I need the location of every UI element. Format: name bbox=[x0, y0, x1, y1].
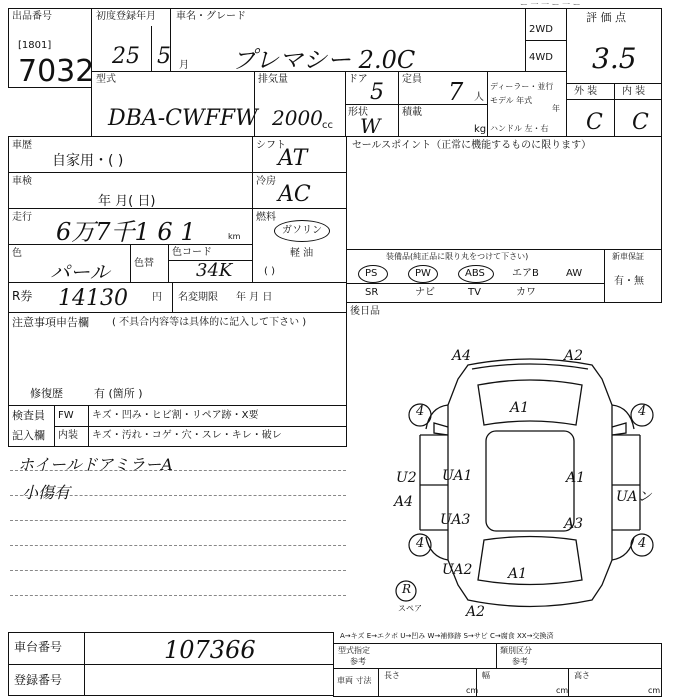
width-unit: cm bbox=[556, 686, 569, 695]
chassis-label: 車台番号 bbox=[14, 640, 63, 654]
inspector-row1-tag: FW bbox=[58, 410, 74, 421]
height-label: 高さ bbox=[574, 671, 590, 680]
car-diagram bbox=[380, 345, 680, 625]
class-label2: 参考 bbox=[512, 657, 528, 666]
equip-pw: PW bbox=[415, 268, 431, 279]
cap-unit: 人 bbox=[474, 92, 484, 103]
handle-label: ハンドル 左・右 bbox=[490, 124, 549, 133]
recycle-label: R券 bbox=[12, 289, 33, 303]
lot-number: 7032 bbox=[18, 54, 95, 89]
notes-label: 注意事項申告欄 bbox=[12, 316, 89, 329]
model-year-label: モデル 年式 bbox=[490, 96, 533, 105]
inspector-row1-text: キズ・凹み・ヒビ割・リペア跡・X要 bbox=[92, 410, 259, 421]
wheel-mark-rl: 4 bbox=[416, 536, 425, 551]
equip-tv: TV bbox=[468, 287, 481, 298]
color-value: パール bbox=[50, 260, 110, 284]
chassis-value: 107366 bbox=[164, 636, 256, 664]
score-label: 評 価 点 bbox=[586, 11, 626, 24]
equip-navi: ナビ bbox=[415, 287, 435, 298]
color-code-label: 色コード bbox=[172, 247, 212, 258]
equipment-label: 装備品(純正品に限り丸をつけて下さい) bbox=[386, 252, 529, 261]
load-label: 積載 bbox=[402, 107, 422, 118]
drive-2wd: 2WD bbox=[529, 24, 553, 35]
cap-value: 7 bbox=[448, 78, 464, 106]
history-value: 自家用・( ) bbox=[52, 153, 124, 169]
reg-year: 25 bbox=[112, 44, 140, 69]
lot-label: 出品番号 bbox=[12, 11, 52, 22]
equip-airbag: エアB bbox=[512, 268, 539, 279]
model-value: DBA-CWFFW bbox=[108, 106, 258, 131]
model-label: 型式 bbox=[96, 74, 116, 85]
inspector-label2: 記入欄 bbox=[12, 429, 45, 442]
handwritten-note1: ホイールドアミラーA bbox=[18, 455, 173, 474]
disp-value: 2000 bbox=[272, 106, 323, 130]
inspector-row2-text: キズ・汚れ・コゲ・穴・スレ・キレ・破レ bbox=[92, 430, 282, 441]
sales-point-box bbox=[346, 136, 662, 250]
history-label: 車歴 bbox=[12, 140, 32, 151]
recycle-unit: 円 bbox=[152, 292, 162, 303]
width-label: 幅 bbox=[482, 671, 490, 680]
reg-no-label: 登録番号 bbox=[14, 673, 63, 687]
drive-4wd: 4WD bbox=[529, 52, 553, 63]
spare-mark: R bbox=[402, 582, 412, 596]
equip-leather: カワ bbox=[516, 287, 536, 298]
shape-value: W bbox=[360, 114, 381, 138]
shift-value: AT bbox=[278, 146, 308, 171]
disp-unit: cc bbox=[322, 120, 333, 131]
ac-value: AC bbox=[278, 182, 311, 207]
name-value: プレマシー 2.0C bbox=[232, 46, 416, 74]
name-label: 車名・グレード bbox=[176, 11, 246, 22]
inspect-label: 車検 bbox=[12, 176, 32, 187]
ext-label: 外 装 bbox=[574, 86, 598, 97]
height-unit: cm bbox=[648, 686, 661, 695]
fuel-paren: ( ) bbox=[264, 266, 275, 277]
shape-label: 形状 bbox=[348, 107, 368, 118]
mark-a1-roof: A1 bbox=[510, 400, 530, 416]
diagram-legend: A→キズ E→エクボ U→凹み W→補修跡 S→サビ C→腐食 XX→交換済 bbox=[340, 632, 554, 640]
cap-label: 定員 bbox=[402, 74, 422, 85]
fuel-label: 燃料 bbox=[256, 212, 276, 223]
handwritten-note2: 小傷有 bbox=[22, 483, 71, 502]
reg-label: 初度登録年月 bbox=[96, 11, 156, 22]
mark-a3-right: A3 bbox=[564, 516, 584, 532]
mark-a1-right: A1 bbox=[566, 470, 586, 486]
recycle-value: 14130 bbox=[58, 286, 128, 311]
notes-hint: ( 不具合内容等は具体的に記入して下さい ) bbox=[112, 317, 307, 328]
fuel-gas: ガソリン bbox=[282, 225, 322, 236]
title-change-label: 名変期限 bbox=[178, 292, 218, 303]
wheel-mark-fl: 4 bbox=[416, 404, 425, 419]
repair-label: 修復歴 bbox=[30, 387, 63, 400]
sales-label: セールスポイント（正常に機能するものに限ります） bbox=[352, 140, 592, 151]
new-car-label: 新車保証 bbox=[612, 252, 644, 261]
equip-ps: PS bbox=[365, 268, 378, 279]
mark-a4-left: A4 bbox=[394, 494, 414, 510]
inspector-row2-tag: 内装 bbox=[58, 430, 78, 441]
dealer-label: ディーラー・並行 bbox=[490, 82, 554, 91]
int-label: 内 装 bbox=[622, 86, 646, 97]
cert-label2: 参考 bbox=[350, 657, 366, 666]
door-label: ドア bbox=[348, 74, 368, 85]
inspect-value: 年 月( 日) bbox=[98, 194, 156, 209]
year-unit: 年 bbox=[552, 104, 560, 113]
color-code-value: 34K bbox=[196, 260, 233, 281]
mark-u2-left: U2 bbox=[396, 470, 417, 486]
ext-value: C bbox=[586, 110, 603, 135]
mark-a2-bottom: A2 bbox=[466, 604, 486, 620]
equip-aw: AW bbox=[566, 268, 583, 279]
color-change-label: 色替 bbox=[134, 258, 154, 269]
shift-label: シフト bbox=[256, 140, 286, 151]
reg-month: 5 bbox=[157, 44, 171, 69]
fuel-diesel: 軽 油 bbox=[290, 248, 314, 259]
reg-month-unit: 月 bbox=[179, 60, 189, 71]
disp-label: 排気量 bbox=[258, 74, 288, 85]
cert-box bbox=[333, 643, 662, 697]
color-label: 色 bbox=[12, 248, 22, 259]
ac-label: 冷房 bbox=[256, 176, 276, 187]
mark-a1-rear: A1 bbox=[508, 566, 528, 582]
spare-label: スペア bbox=[398, 604, 422, 613]
length-unit: cm bbox=[466, 686, 479, 695]
mark-a2-top: A2 bbox=[564, 348, 584, 364]
new-car-value: 有・無 bbox=[614, 276, 644, 287]
mark-ua1-left: UA1 bbox=[442, 468, 473, 484]
title-change-value: 年 月 日 bbox=[236, 292, 273, 303]
equip-sr: SR bbox=[365, 287, 379, 298]
class-label: 類別区分 bbox=[500, 646, 532, 655]
mark-a4-top: A4 bbox=[452, 348, 472, 364]
equip-abs: ABS bbox=[465, 268, 485, 279]
score-value: 3.5 bbox=[592, 42, 637, 75]
dims-label: 車両 寸法 bbox=[337, 676, 372, 685]
later-label: 後日品 bbox=[350, 306, 380, 317]
mark-ua-side: UAン bbox=[616, 489, 652, 505]
mileage-unit: km bbox=[228, 232, 241, 241]
mark-ua3: UA3 bbox=[440, 512, 471, 528]
load-unit: kg bbox=[474, 124, 487, 135]
cert-label: 型式指定 bbox=[338, 646, 370, 655]
top-strip: ー 一 一 ー 一 ー bbox=[520, 0, 581, 9]
mileage-value: 6万7千1 6 1 bbox=[56, 218, 196, 246]
lot-sub: [1801] bbox=[18, 40, 52, 51]
door-value: 5 bbox=[370, 80, 384, 105]
wheel-mark-fr: 4 bbox=[638, 404, 647, 419]
mileage-label: 走行 bbox=[12, 212, 32, 223]
length-label: 長さ bbox=[384, 671, 400, 680]
int-value: C bbox=[632, 110, 649, 135]
wheel-mark-rr: 4 bbox=[638, 536, 647, 551]
inspector-label1: 検査員 bbox=[12, 409, 45, 422]
mark-ua2-rear: UA2 bbox=[442, 562, 473, 578]
repair-value: 有 (箇所 ) bbox=[94, 387, 143, 400]
